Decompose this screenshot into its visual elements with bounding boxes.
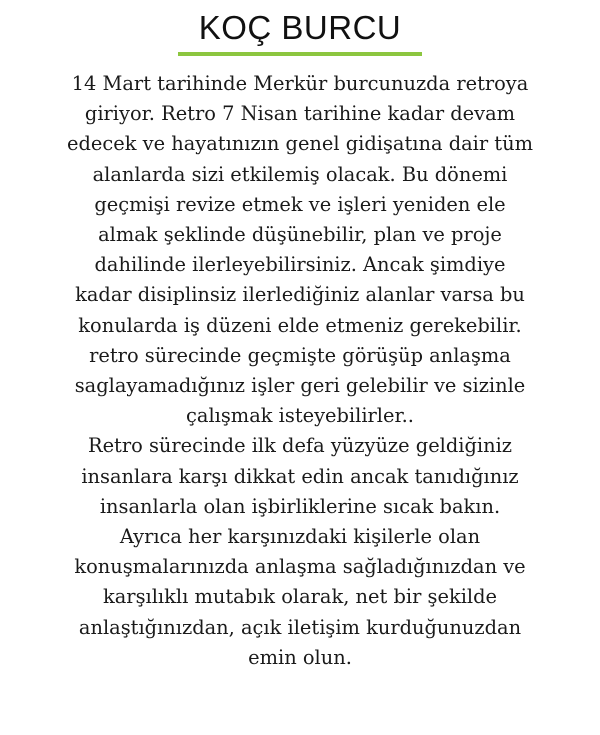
- text-line: emin olun.: [248, 645, 352, 669]
- text-line: saglayamadığınız işler geri gelebilir ve sizinle: [74, 374, 526, 398]
- text-line: anlaştığınızdan, açık iletişim kurduğunuzdan: [78, 615, 522, 639]
- title-underline: [178, 52, 422, 56]
- text-line: almak şeklinde düşünebilir, plan ve proje: [98, 223, 502, 247]
- text-line: alanlarda sizi etkilemiş olacak. Bu dönemi: [92, 162, 508, 186]
- text-line: geçmişi revize etmek ve işleri yeniden ele: [94, 192, 506, 216]
- text-line: edecek ve hayatınızın genel gidişatına dair tüm: [67, 132, 533, 156]
- text-line: dahilinde ilerleyebilirsiniz. Ancak şimdiye: [94, 253, 506, 277]
- title-block: [178, 8, 422, 56]
- text-line: konularda iş düzeni elde etmeniz gerekebilir.: [78, 313, 522, 337]
- horoscope-text: [0, 69, 600, 673]
- text-line: retro sürecinde geçmişte görüşüp anlaşma: [89, 343, 511, 367]
- text-line: çalışmak isteyebilirler..: [186, 404, 414, 428]
- text-line: insanlarla olan işbirliklerine sıcak bakın.: [99, 494, 501, 518]
- page-title: KOÇ BURCU: [198, 9, 402, 46]
- text-line: insanlara karşı dikkat edin ancak tanıdığınız: [81, 464, 519, 488]
- text-line: 14 Mart tarihinde Merkür burcunuzda retroya: [71, 72, 529, 95]
- text-line: Retro sürecinde ilk defa yüzyüze geldiğiniz: [87, 434, 513, 458]
- text-line: giriyor. Retro 7 Nisan tarihine kadar devam: [84, 102, 516, 126]
- text-line: Ayrıca her karşınızdaki kişilerle olan: [119, 525, 481, 549]
- text-line: konuşmalarınızda anlaşma sağladığınızdan ve: [74, 555, 526, 579]
- text-line: karşılıklı mutabık olarak, net bir şekilde: [103, 585, 497, 609]
- text-line: kadar disiplinsiz ilerlediğiniz alanlar varsa bu: [75, 283, 525, 307]
